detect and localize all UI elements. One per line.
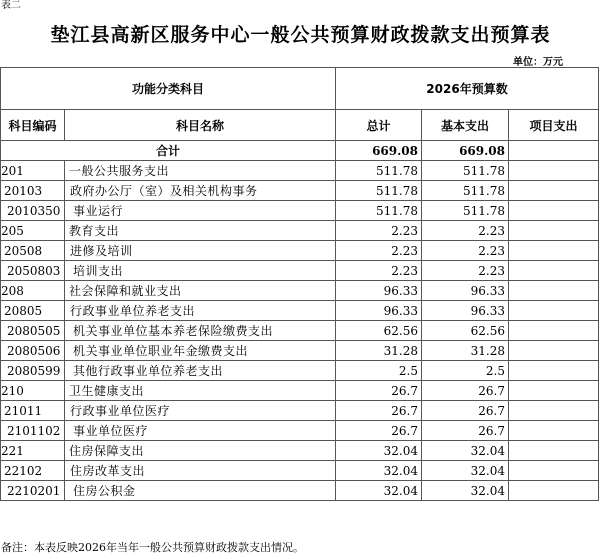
header-project: 项目支出	[509, 110, 599, 141]
cell-total: 96.33	[336, 281, 422, 301]
header-budget: 2026年预算数	[336, 68, 599, 110]
cell-basic: 2.5	[422, 361, 509, 381]
total-basic: 669.08	[422, 141, 509, 161]
total-project	[509, 141, 599, 161]
cell-project	[509, 421, 599, 441]
cell-project	[509, 321, 599, 341]
cell-basic: 511.78	[422, 161, 509, 181]
table-row	[1, 281, 599, 301]
cell-name: 教育支出	[65, 221, 336, 241]
cell-code: 20508	[1, 241, 65, 261]
cell-name: 培训支出	[65, 261, 336, 281]
cell-basic: 26.7	[422, 421, 509, 441]
cell-code: 20805	[1, 301, 65, 321]
table-row	[1, 401, 599, 421]
cell-total: 2.23	[336, 221, 422, 241]
cell-project	[509, 161, 599, 181]
cell-total: 2.23	[336, 241, 422, 261]
cell-name: 其他行政事业单位养老支出	[65, 361, 336, 381]
cell-basic: 26.7	[422, 381, 509, 401]
cell-project	[509, 381, 599, 401]
cell-code: 208	[1, 281, 65, 301]
cell-basic: 96.33	[422, 301, 509, 321]
table-row	[1, 341, 599, 361]
cell-name: 卫生健康支出	[65, 381, 336, 401]
cell-basic: 2.23	[422, 221, 509, 241]
cell-code: 22102	[1, 461, 65, 481]
cell-name: 社会保障和就业支出	[65, 281, 336, 301]
table-row	[1, 381, 599, 401]
cell-project	[509, 261, 599, 281]
total-total: 669.08	[336, 141, 422, 161]
table-row	[1, 241, 599, 261]
table-row	[1, 441, 599, 461]
cell-code: 20103	[1, 181, 65, 201]
cell-name: 政府办公厅（室）及相关机构事务	[65, 181, 336, 201]
cell-project	[509, 181, 599, 201]
cell-total: 26.7	[336, 421, 422, 441]
table-tag: 表二	[1, 0, 21, 11]
cell-total: 2.23	[336, 261, 422, 281]
cell-basic: 511.78	[422, 201, 509, 221]
table-row	[1, 481, 599, 501]
cell-project	[509, 281, 599, 301]
cell-name: 住房公积金	[65, 481, 336, 501]
page-title: 垫江县高新区服务中心一般公共预算财政拨款支出预算表	[50, 24, 551, 46]
cell-code: 2080599	[1, 361, 65, 381]
cell-basic: 62.56	[422, 321, 509, 341]
unit-label: 单位：万元	[513, 57, 563, 68]
cell-code: 2010350	[1, 201, 65, 221]
header-row-1	[1, 68, 599, 110]
table-row	[1, 421, 599, 441]
cell-code: 2080505	[1, 321, 65, 341]
cell-project	[509, 441, 599, 461]
header-category: 功能分类科目	[1, 68, 336, 110]
table-row	[1, 321, 599, 341]
cell-basic: 2.23	[422, 241, 509, 261]
cell-code: 2210201	[1, 481, 65, 501]
cell-name: 事业运行	[65, 201, 336, 221]
cell-code: 2050803	[1, 261, 65, 281]
cell-basic: 26.7	[422, 401, 509, 421]
cell-basic: 31.28	[422, 341, 509, 361]
cell-project	[509, 361, 599, 381]
cell-name: 住房保障支出	[65, 441, 336, 461]
cell-code: 210	[1, 381, 65, 401]
cell-code: 21011	[1, 401, 65, 421]
cell-total: 511.78	[336, 161, 422, 181]
cell-total: 31.28	[336, 341, 422, 361]
cell-basic: 32.04	[422, 481, 509, 501]
cell-project	[509, 221, 599, 241]
cell-project	[509, 241, 599, 261]
table-row	[1, 221, 599, 241]
total-row	[1, 141, 599, 161]
header-name: 科目名称	[65, 110, 336, 141]
cell-basic: 32.04	[422, 441, 509, 461]
cell-code: 2080506	[1, 341, 65, 361]
header-row-2	[1, 110, 599, 141]
table-row	[1, 161, 599, 181]
cell-total: 26.7	[336, 401, 422, 421]
cell-name: 一般公共服务支出	[65, 161, 336, 181]
table-row	[1, 461, 599, 481]
cell-total: 96.33	[336, 301, 422, 321]
cell-project	[509, 481, 599, 501]
total-label: 合计	[1, 141, 336, 161]
cell-total: 26.7	[336, 381, 422, 401]
cell-name: 行政事业单位养老支出	[65, 301, 336, 321]
header-total: 总计	[336, 110, 422, 141]
cell-name: 事业单位医疗	[65, 421, 336, 441]
cell-total: 32.04	[336, 441, 422, 461]
cell-total: 32.04	[336, 481, 422, 501]
cell-total: 511.78	[336, 181, 422, 201]
header-basic: 基本支出	[422, 110, 509, 141]
table-row	[1, 261, 599, 281]
cell-basic: 32.04	[422, 461, 509, 481]
cell-project	[509, 401, 599, 421]
cell-total: 511.78	[336, 201, 422, 221]
cell-project	[509, 461, 599, 481]
cell-project	[509, 201, 599, 221]
cell-code: 201	[1, 161, 65, 181]
cell-code: 2101102	[1, 421, 65, 441]
cell-code: 205	[1, 221, 65, 241]
cell-name: 行政事业单位医疗	[65, 401, 336, 421]
header-code: 科目编码	[1, 110, 65, 141]
cell-project	[509, 301, 599, 321]
cell-total: 32.04	[336, 461, 422, 481]
cell-total: 62.56	[336, 321, 422, 341]
table-row	[1, 361, 599, 381]
footnote: 备注：本表反映2026年当年一般公共预算财政拨款支出情况。	[1, 541, 304, 554]
cell-name: 住房改革支出	[65, 461, 336, 481]
cell-basic: 2.23	[422, 261, 509, 281]
cell-basic: 511.78	[422, 181, 509, 201]
cell-name: 机关事业单位职业年金缴费支出	[65, 341, 336, 361]
table-row	[1, 201, 599, 221]
table-row	[1, 301, 599, 321]
cell-total: 2.5	[336, 361, 422, 381]
cell-name: 机关事业单位基本养老保险缴费支出	[65, 321, 336, 341]
table-row	[1, 181, 599, 201]
cell-name: 进修及培训	[65, 241, 336, 261]
cell-project	[509, 341, 599, 361]
budget-table	[0, 67, 599, 501]
cell-code: 221	[1, 441, 65, 461]
cell-basic: 96.33	[422, 281, 509, 301]
